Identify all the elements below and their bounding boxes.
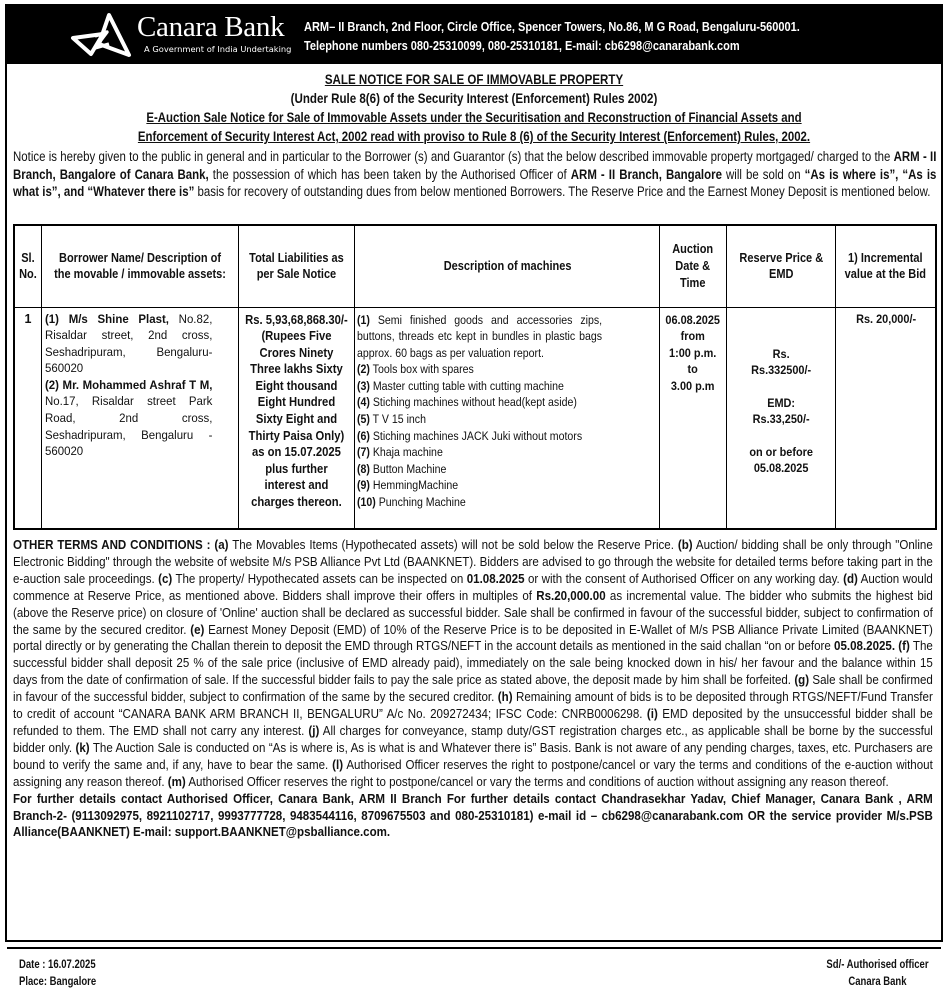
machine-text: Khaja machine — [369, 445, 443, 460]
machine-num: (9) — [356, 478, 370, 493]
liabilities-amount: Rs. 5,93,68,868.30/- (Rupees Five Crores Ninety Three lakhs Sixty Eight thousand Eight Hundred Sixty Eight and Thirty Paisa Only) as on 15.07.2025 plus further interest and charges thereon. — [245, 312, 348, 510]
eauction-title-line-1: E-Auction Sale Notice for Sale of Immovable Assets under the Securitisation and Reconstruction of Financial Assets and — [146, 110, 802, 125]
emd-deadline: 05.08.2025 — [753, 461, 809, 476]
term-label: (f) — [898, 638, 910, 654]
header-reserve-price — [726, 225, 836, 307]
term-label: (g) — [794, 672, 810, 688]
term-text: Earnest Money Deposit (EMD) of 10% of the Reserve Price is to be deposited in E-Wallet of M/s PSB Alliance Private Limited (BAANKNET) portal directly or by generating the Challan therein to deposit the EMD through RTGS/NEFT in the account details as mentioned in the said challan “on or before — [13, 621, 933, 654]
term-label: (a) — [214, 537, 229, 552]
term-text: The successful bidder shall deposit 25 % of the sale price (inclusive of EMD already paid), immediately on the sale being knocked down in his/ her favour and the balance within 15 days from the date of confirmation of sale. If the successful bidder fails to pay the sale price as stated above, the deposit made by him shall be forfeited. — [13, 638, 933, 688]
cell-borrower — [41, 307, 238, 529]
machine-item — [357, 428, 602, 445]
machine-item — [357, 477, 602, 494]
notice-body — [7, 62, 941, 988]
auction-date-block — [664, 312, 722, 395]
notice-date: Date : 16.07.2025 — [19, 958, 96, 971]
term-label: (l) — [332, 756, 344, 772]
term-label: (h) — [497, 689, 513, 705]
term-label: (e) — [190, 621, 205, 637]
incremental-value: Rs. 20,000/- — [855, 311, 916, 326]
notice-rule-subtitle: (Under Rule 8(6) of the Security Interest (Enforcement) Rules 2002) — [290, 91, 658, 106]
cell-incremental — [836, 307, 936, 529]
term-text: Authorised Officer reserves the right to postpone/cancel or vary the terms and conditions of auction without assigning any reason thereof. — [185, 773, 889, 789]
notice-branch-bold: ARM - II Branch, Bangalore of Canara Bank, — [13, 149, 937, 182]
spacer — [749, 428, 813, 444]
machine-text: Punching Machine — [375, 495, 466, 510]
machine-text: Master cutting table with cutting machine — [369, 378, 564, 393]
borrower-2 — [45, 377, 212, 460]
brand-tagline: A Government of India Undertaking — [144, 44, 292, 54]
inspection-date: 01.08.2025 — [466, 570, 525, 586]
machine-item — [357, 394, 602, 411]
cell-liabilities — [238, 307, 354, 529]
term-text: EMD deposited by the unsuccessful bidder shall be refunded to them. The EMD shall not carry any interest. — [13, 706, 933, 738]
signatory-bank: Canara Bank — [848, 974, 908, 988]
header-description — [354, 225, 660, 307]
header-auction-date — [660, 225, 726, 307]
header-sl-no — [14, 225, 41, 307]
auction-date: 06.08.2025 — [665, 312, 721, 327]
borrower-address: No.17, Risaldar street Park Road, 2nd cross, Seshadripuram, Bengaluru - 560020 — [44, 394, 213, 459]
footer-date-place — [19, 957, 96, 990]
cell-sl-no: 1 — [14, 307, 41, 529]
header-label: Borrower Name/ Description of the movable / immovable assets: — [54, 250, 226, 282]
term-text: Auction/ bidding shall be only through "Online Electronic Bidding" through the website of website M/s PSB Alliance Pvt Ltd (BAANKNET). Bidders are advised to go through the website for detailed terms before taking part in the e-auction sale proceedings. — [13, 537, 933, 586]
borrower-name: (2) Mr. Mohammed Ashraf T M, — [44, 377, 213, 392]
term-text: Remaining amount of bids is to be deposited through RTGS/NEFT/Fund Transfer to credit of account “CANARA BANK ARM BRANCH II, BENGALURU” A/c No. 209272434; IFSC Code: CNRB0006298. — [13, 689, 933, 722]
header-label: Reserve Price & EMD — [739, 250, 823, 282]
notice-main-title: SALE NOTICE FOR SALE OF IMMOVABLE PROPERTY — [324, 72, 624, 87]
letterhead-header — [7, 6, 941, 62]
eauction-title-line-2: Enforcement of Security Interest Act, 2002 read with proviso to Rule 8 (6) of the Security Interest (Enforcement) Rules, 2002. — [137, 129, 811, 144]
machine-text: Button Machine — [369, 461, 447, 476]
brand-name: Canara Bank — [137, 11, 285, 43]
term-label: (m) — [167, 773, 186, 789]
notice-branch-bold: ARM - II Branch, Bangalore — [570, 166, 722, 182]
notice-titles — [7, 70, 941, 146]
header-liabilities — [238, 225, 354, 307]
machine-num: (3) — [356, 378, 370, 393]
auction-time-end: 3.00 p.m — [671, 378, 715, 393]
auction-from: from — [680, 329, 706, 344]
machine-list — [357, 312, 602, 511]
table-row — [14, 307, 936, 529]
branch-contact: Telephone numbers 080-25310099, 080-25310181, E-mail: cb6298@canarabank.com — [304, 38, 740, 53]
cell-machines — [354, 307, 660, 529]
branch-address-block — [304, 17, 800, 55]
machine-item — [357, 444, 602, 461]
reserve-price: Rs.332500/- — [751, 363, 812, 378]
header-label: Auction Date & Time — [672, 242, 714, 290]
borrower-address: No.82, Risaldar street, 2nd cross, Seshadripuram, Bengaluru-560020 — [44, 311, 213, 376]
emd-deadline-date: 05.08.2025. — [834, 638, 896, 654]
borrower-1 — [45, 311, 212, 377]
reserve-label: Rs. — [772, 346, 790, 361]
machine-text: T V 15 inch — [369, 412, 426, 427]
notice-place: Place: Bangalore — [19, 974, 97, 988]
machine-num: (6) — [356, 428, 370, 443]
terms-heading: OTHER TERMS AND CONDITIONS : — [13, 537, 211, 552]
reserve-block — [749, 346, 813, 478]
table-header-row — [14, 225, 936, 307]
header-label: Description of machines — [443, 258, 571, 273]
notice-text: basis for recovery of outstanding dues from below mentioned Borrowers. The Reserve Price and the Earnest Money Deposit is mentioned below. — [194, 184, 931, 200]
term-label: (d) — [843, 570, 858, 586]
auction-time-start: 1:00 p.m. to — [669, 345, 717, 377]
header-borrower — [41, 225, 238, 307]
cell-auction-date — [660, 307, 726, 529]
branch-address: ARM– II Branch, 2nd Floor, Circle Office, Spencer Towers, No.86, M G Road, Bengaluru-560001. — [304, 19, 800, 34]
header-incremental — [836, 225, 936, 307]
term-label: (b) — [677, 537, 693, 552]
machine-text: Tools box with spares — [369, 362, 474, 377]
machine-num: (1) — [356, 312, 370, 327]
term-text: as incremental value. The bidder who submits the highest bid (above the Reserve price) on closure of 'Online' auction shall be declared as successful bidder. Sale shall be confirmed in favour of the successful bidder, subject to confirmation of the same by the secured creditor. — [13, 587, 933, 637]
term-text: Auction would commence at Reserve Price, as mentioned above. Bidders shall improve their offers in multiples of — [13, 570, 933, 603]
header-label: Total Liabilities as per Sale Notice — [249, 250, 344, 282]
cell-reserve-emd — [726, 307, 836, 529]
machine-num: (8) — [356, 461, 370, 476]
machine-num: (5) — [356, 412, 370, 427]
term-label: (k) — [75, 739, 90, 755]
notice-text: will be sold on — [721, 166, 805, 182]
signatory-title: Sd/- Authorised officer — [826, 958, 929, 971]
machine-text: HemmingMachine — [369, 478, 458, 493]
term-label: (i) — [646, 706, 658, 722]
terms-and-conditions — [13, 537, 933, 841]
term-text: The property/ Hypothecated assets can be inspected on — [172, 570, 467, 586]
machine-num: (7) — [356, 445, 370, 460]
emd-amount: Rs.33,250/- — [752, 412, 810, 427]
term-text: Sale shall be confirmed in favour of the successful bidder, subject to confirmation of the same by the secured creditor. — [13, 672, 933, 705]
machine-item — [357, 494, 602, 511]
emd-deadline-label: on or before — [749, 444, 813, 459]
machine-num: (4) — [356, 395, 370, 410]
notice-text: Notice is hereby given to the public in general and in particular to the Borrower (s) and Guarantor (s) that the below described immovable property mortgaged/ charged to the — [13, 149, 894, 164]
term-text: The Movables Items (Hypothecated assets) will not be sold below the Reserve Price. — [228, 537, 678, 552]
term-text: or with the consent of Authorised Officer on any working day. — [524, 570, 844, 586]
notice-paragraph — [13, 148, 936, 201]
emd-label: EMD: — [767, 395, 795, 410]
term-text: Authorised Officer reserves the right to postpone/cancel or vary the terms and conditions of the e-auction without assigning any reason thereof. — [13, 756, 933, 789]
term-text: The Auction Sale is conducted on “As is where is, As is what is and Whatever there is” Basis. Bank is not aware of any pending charges, taxes, etc. Purchasers are bound to verify the same and, if any, have to bear the same. — [13, 739, 933, 772]
machine-item — [357, 312, 602, 362]
contact-details: For further details contact Authorised Officer, Canara Bank, ARM II Branch For further details contact Chandrasekhar Yadav, Chief Manager, Canara Bank , ARM Branch-2- (9113092975, 8921102717, 9993777728, 9483544116, 8709675503 and 080-25310181) e-mail id – cb6298@canarabank.com OR the service provider M/s.PSB Alliance(BAANKNET) E-mail: support.BAANKNET@psballiance.com. — [13, 790, 933, 840]
incremental-amount: Rs.20,000.00 — [536, 587, 606, 603]
term-text: All charges for conveyance, stamp duty/GST registration charges etc., as applicable shall be borne by the successful bidder only. — [13, 722, 933, 755]
machine-item — [357, 461, 602, 478]
borrower-name: (1) M/s Shine Plast, — [44, 311, 169, 326]
header-label: Sl. No. — [19, 250, 37, 282]
machine-item — [357, 378, 602, 395]
header-label: 1) Incremental value at the Bid — [845, 250, 927, 282]
machine-item — [357, 361, 602, 378]
canara-bank-logo-icon — [69, 12, 131, 58]
notice-text: the possession of which has been taken by the Authorised Officer of — [208, 166, 571, 182]
notice-footer — [7, 947, 941, 998]
footer-signatory — [827, 957, 929, 990]
term-label: (c) — [158, 570, 173, 586]
sale-notice-page — [5, 4, 943, 988]
machine-num: (2) — [356, 362, 370, 377]
machine-num: (10) — [356, 495, 376, 510]
machine-text: Semi finished goods and accessories zips, buttons, threads etc kept in bundles in plastic bags approx. 60 bags as per valuation report. — [356, 312, 602, 360]
auction-details-table — [13, 224, 937, 530]
notice-basis-bold: “As is where is”, “As is what is”, and “Whatever there is” — [13, 166, 937, 200]
machine-text: Stiching machines without head(kept aside) — [369, 395, 577, 410]
machine-item — [357, 411, 602, 428]
term-label: (j) — [308, 722, 320, 738]
spacer — [749, 379, 813, 395]
machine-text: Stiching machines JACK Juki without motors — [369, 428, 582, 443]
